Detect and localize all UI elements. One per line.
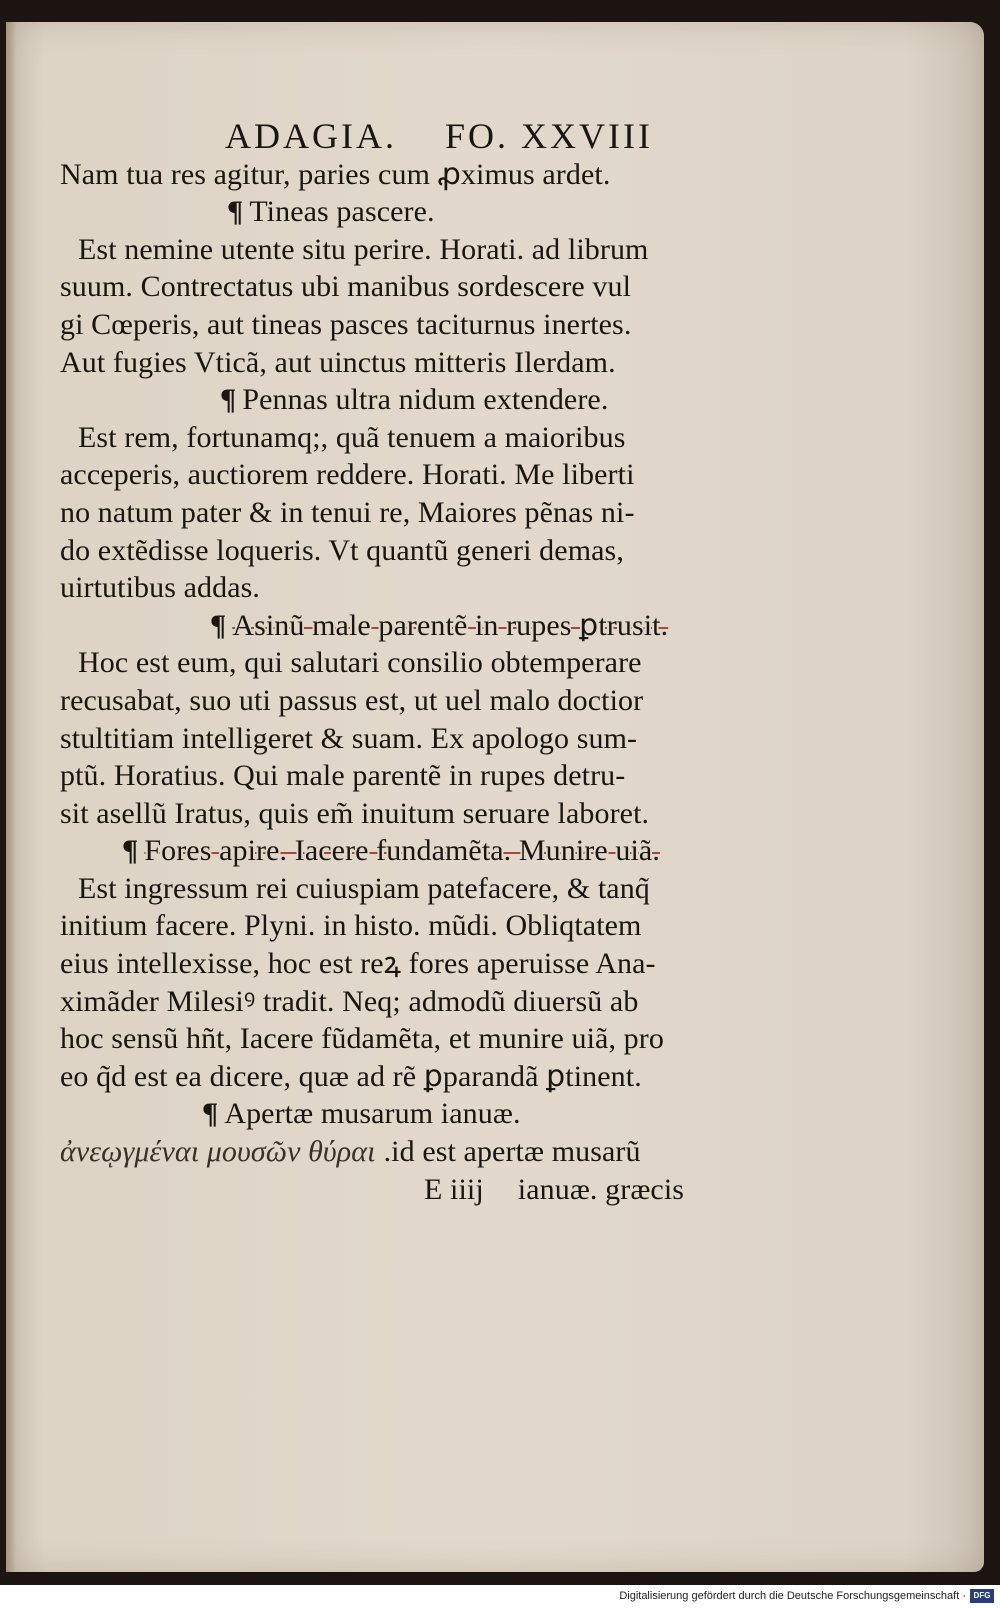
page-binding-shadow — [6, 22, 16, 1572]
text-line: Aut fugies Vticã, aut uinctus mitteris Ilerdam. — [60, 345, 616, 379]
text-line: stultitiam intelligeret & suam. Ex apologo sum- — [60, 721, 638, 755]
text-line: no natum pater & in tenui re, Maiores pẽnas ni- — [60, 495, 635, 529]
text-line: acceperis, auctiorem reddere. Horati. Me liberti — [60, 458, 635, 492]
adage-heading — [60, 193, 790, 231]
adage-heading — [60, 832, 790, 870]
footer-bar — [0, 1585, 1000, 1608]
adage-heading — [60, 1095, 790, 1133]
text-line: recusabat, suo uti passus est, ut uel malo doctior — [60, 683, 644, 717]
text-line: ptũ. Horatius. Qui male parentẽ in rupes detru- — [60, 759, 626, 793]
text-line: uirtutibus addas. — [60, 571, 261, 605]
text-line: Est nemine utente situ perire. Horati. ad librum — [78, 232, 649, 266]
adage-title: Asinũ male parentẽ in rupes ꝑtrusit. — [232, 608, 669, 642]
text-line: ximãder Milesiꝰ tradit. Neq; admodũ diuersũ ab — [60, 984, 639, 1018]
adage-title: Tineas pascere. — [249, 195, 435, 229]
pilcrow-icon: ¶ — [122, 834, 139, 868]
adage-title: Fores apire. Iacere fundamẽta. Munire uiã. — [144, 834, 660, 868]
adage-heading — [60, 607, 790, 645]
catchword: ianuæ. græcis — [517, 1172, 685, 1206]
adage-title: Pennas ultra nidum extendere. — [242, 383, 609, 417]
folio-number: FO. XXVIII — [444, 118, 653, 156]
catchline — [60, 1171, 790, 1209]
text-line: Nam tua res agitur, paries cum ꝓximus ardet. — [60, 157, 611, 191]
pilcrow-icon: ¶ — [210, 608, 227, 642]
text-line: initium facere. Plyni. in histo. mũdi. Obliqtatem — [60, 909, 642, 943]
text-line: Hoc est eum, qui salutari consilio obtemperare — [78, 646, 642, 680]
text-line: eo q̃d est ea dicere, quæ ad rẽ ꝑparandã ꝑtinent. — [60, 1059, 642, 1093]
pilcrow-icon: ¶ — [220, 383, 237, 417]
text-block — [60, 118, 790, 1208]
latin-gloss: .id est apertæ musarũ — [383, 1135, 641, 1169]
running-title: ADAGIA. — [225, 118, 397, 156]
dfg-logo: DFG — [970, 1589, 994, 1603]
adage-heading — [60, 381, 790, 419]
adage-title: Apertæ musarum ianuæ. — [224, 1097, 521, 1131]
text-line: suum. Contrectatus ubi manibus sordescere vul — [60, 270, 632, 304]
text-line: eius intellexisse, hoc est reꝝ fores aperuisse Ana- — [60, 947, 656, 981]
pilcrow-icon: ¶ — [227, 195, 244, 229]
signature-mark: E iiij — [424, 1172, 484, 1206]
text-line: Est rem, fortunamq;, quã tenuem a maioribus — [78, 420, 626, 454]
book-page — [6, 22, 984, 1572]
text-line: hoc sensũ hñt, Iacere fũdamẽta, et munire uiã, pro — [60, 1022, 664, 1056]
pilcrow-icon: ¶ — [202, 1097, 219, 1131]
running-header — [60, 118, 790, 156]
text-line: gi Cœperis, aut tineas pasces taciturnus inertes. — [60, 307, 632, 341]
text-line: do extẽdisse loqueris. Vt quantũ generi demas, — [60, 533, 624, 567]
text-line: Est ingressum rei cuiuspiam patefacere, & tanq̃ — [78, 871, 650, 905]
text-line — [60, 1133, 790, 1171]
greek-quotation: ἀνεῳγμέναι μουσῶν θύραι — [60, 1135, 376, 1169]
text-line: sit asellũ Iratus, quis em̃ inuitum seruare laboret. — [60, 796, 650, 830]
funding-credit: Digitalisierung gefördert durch die Deutsche Forschungsgemeinschaft · — [619, 1590, 966, 1602]
